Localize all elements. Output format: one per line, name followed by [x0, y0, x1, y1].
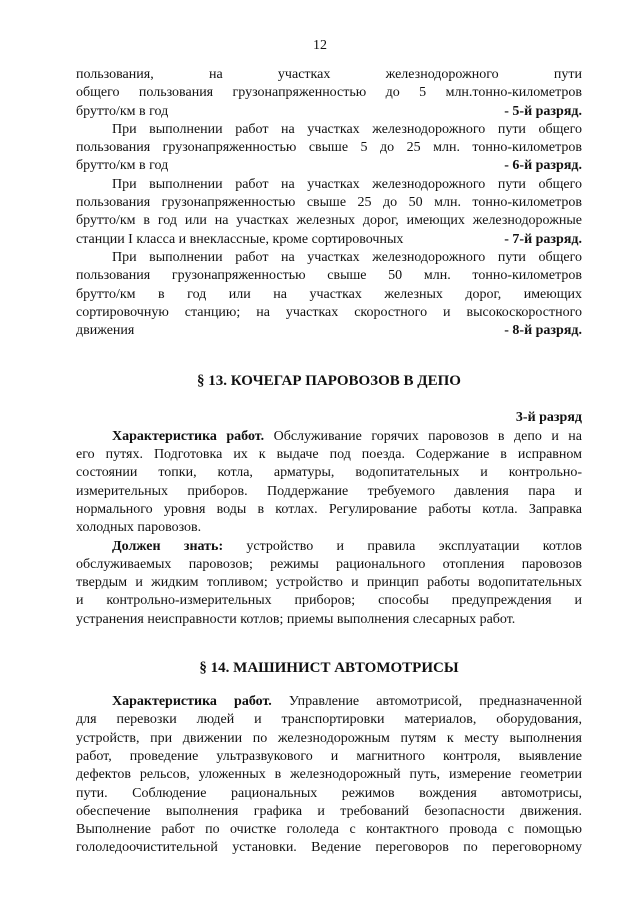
text-line: работ, проведение ультразвукового и магнитного контроля, выявление — [76, 748, 582, 764]
char-label: Характеристика работ. — [112, 694, 272, 710]
text-line — [76, 428, 582, 446]
must-know-label: Должен знать: — [112, 538, 224, 554]
text-line — [76, 157, 582, 175]
text-line — [76, 693, 582, 711]
text-line: твердым и жидким топливом; устройство и принцип работы водопитательных — [76, 575, 582, 591]
text-line: При выполнении работ на участках железнодорожного пути общего — [112, 121, 582, 137]
text-line: сортировочную станцию; на участках скоростного и высокоскоростного — [76, 304, 582, 320]
text-line: дефектов рельсов, уложенных в железнодорожный путь, измерение геометрии — [76, 767, 582, 783]
text-line: Выполнение работ по очистке гололеда с контактного провода с помощью — [76, 822, 582, 838]
text-line — [76, 231, 582, 249]
char-label: Характеристика работ. — [112, 428, 265, 444]
text-line: холодных паровозов. — [76, 520, 202, 536]
section-heading-13: § 13. КОЧЕГАР ПАРОВОЗОВ В ДЕПО — [197, 373, 461, 390]
rank-label: - 5-й разряд. — [504, 103, 582, 119]
line-text: станции I класса и внеклассные, кроме сортировочных — [76, 231, 404, 247]
rank-label: - 8-й разряд. — [504, 323, 582, 339]
line-text: устройство и правила эксплуатации котлов — [223, 538, 582, 554]
text-line — [76, 322, 582, 340]
line-text: брутто/км в год — [76, 158, 169, 174]
text-line: измерительных приборов. Поддержание требуемого давления пара и — [76, 483, 582, 499]
line-text: движения — [76, 323, 135, 339]
text-line: пути. Соблюдение рациональных режимов вождения автомотрисы, — [76, 785, 582, 801]
text-line: обеспечение выполнения графика и требований безопасности движения. — [76, 803, 582, 819]
text-line — [76, 538, 582, 556]
text-line: При выполнении работ на участках железнодорожного пути общего — [112, 249, 582, 265]
text-line: гололедоочистительной установки. Ведение переговоров по переговорному — [76, 840, 582, 856]
line-text: Обслуживание горячих паровозов в депо и на — [264, 428, 582, 444]
text-line: для перевозки людей и транспортировки материалов, оборудования, — [76, 712, 582, 728]
text-line: устройств, при движении по железнодорожным путям к месту выполнения — [76, 730, 582, 746]
text-line — [76, 103, 582, 121]
text-line: пользования, на участках железнодорожного пути — [76, 67, 582, 82]
text-line: пользования грузонапряженностью свыше 25 до 50 млн. тонно-километров — [76, 195, 582, 211]
line-text: брутто/км в год — [76, 103, 169, 119]
page-number: 12 — [313, 38, 327, 53]
text-line: пользования грузонапряженностью свыше 5 до 25 млн. тонно-километров — [76, 140, 582, 156]
document-body — [76, 66, 582, 858]
text-line: общего пользования грузонапряженностью до 5 млн.тонно-километров — [76, 85, 582, 101]
line-text: Управление автомотрисой, предназначенной — [271, 694, 582, 710]
text-line: пользования грузонапряженностью свыше 50 млн. тонно-километров — [76, 268, 582, 284]
text-line: брутто/км в год или на участках железных дорог, имеющих железнодорожные — [76, 213, 582, 229]
text-line: состоянии топки, котла, арматуры, водопитательных и контрольно- — [76, 465, 582, 481]
rank-heading: 3-й разряд — [515, 410, 582, 426]
text-line: обслуживаемых паровозов; режимы рационального отопления паровозов — [76, 556, 582, 572]
text-line: его путях. Подготовка их к выдаче под поезда. Содержание в исправном — [76, 447, 582, 463]
text-line: устранения неисправности котлов; приемы выполнения слесарных работ. — [76, 611, 516, 627]
section-heading-14: § 14. МАШИНИСТ АВТОМОТРИСЫ — [199, 660, 459, 677]
text-line: нормального уровня воды в котлах. Регулирование работы котла. Заправка — [76, 501, 582, 517]
text-line: и контрольно-измерительных приборов; способы предупреждения и — [76, 593, 582, 609]
rank-label: - 6-й разряд. — [504, 158, 582, 174]
rank-label: - 7-й разряд. — [504, 231, 582, 247]
text-line: При выполнении работ на участках железнодорожного пути общего — [112, 176, 582, 192]
text-line: брутто/км в год или на участках железных дорог, имеющих — [76, 286, 582, 302]
